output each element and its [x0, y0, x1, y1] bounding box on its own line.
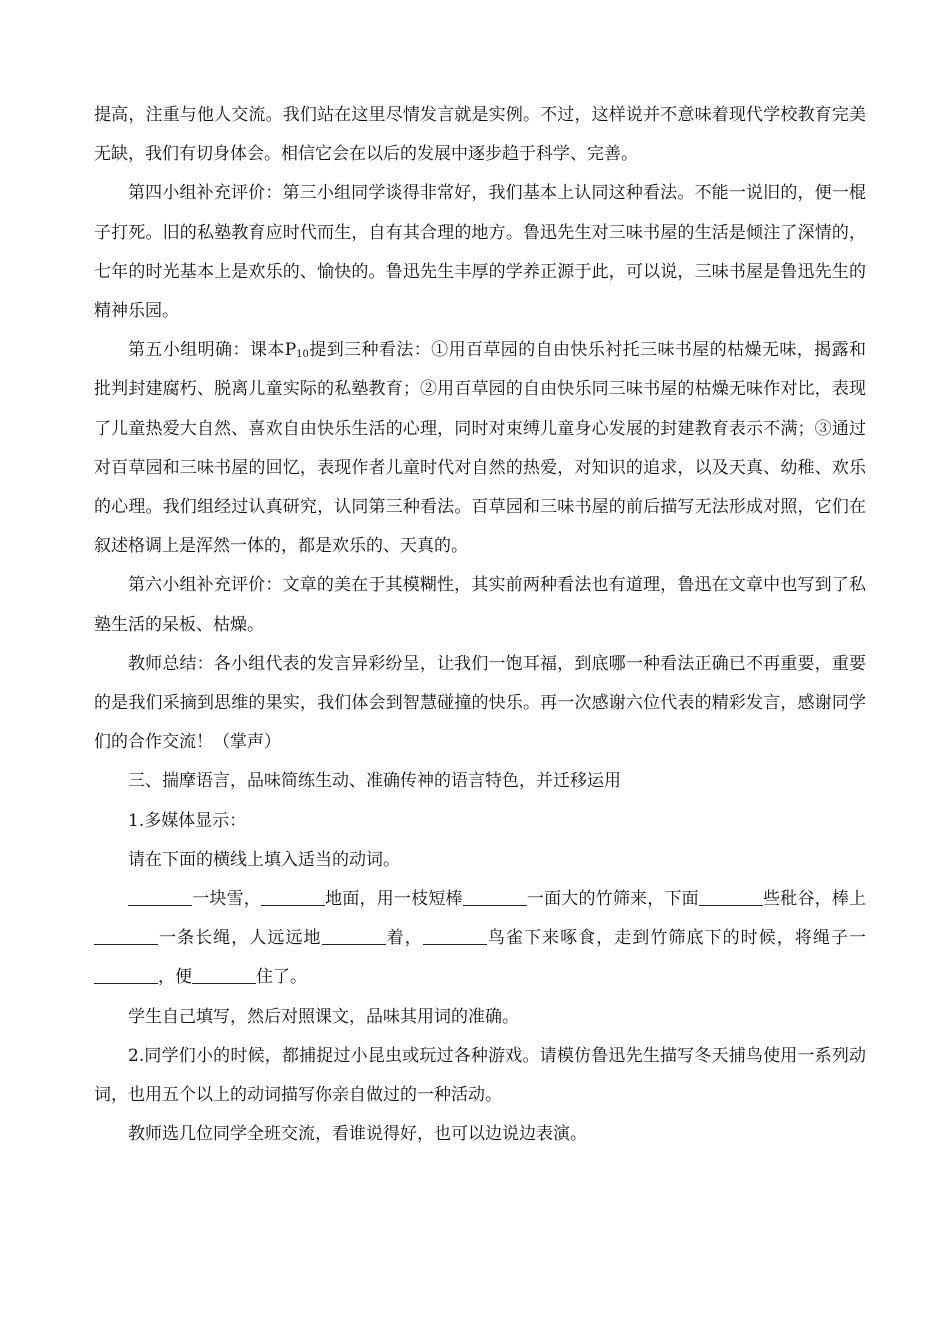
item-multimedia-display: 1.多媒体显示：	[128, 810, 247, 831]
document-page	[94, 96, 866, 1154]
paragraph-group6-evaluation: 第六小组补充评价：文章的美在于其模糊性，其实前两种看法也有道理，鲁迅在文章中也写到了私塾生活的呆板、枯燥。	[94, 575, 866, 635]
fill-blank[interactable]	[423, 927, 487, 945]
paragraph-teacher-summary: 教师总结：各小组代表的发言异彩纷呈，让我们一饱耳福，到底哪一种看法正确已不再重要，重要的是我们采摘到思维的果实，我们体会到智慧碰撞的快乐。再一次感谢六位代表的精彩发言，感谢同学们的合作交流！（掌声）	[94, 653, 866, 753]
fill-segment: 一块雪，	[192, 889, 261, 910]
paragraph-continuation: 提高，注重与他人交流。我们站在这里尽情发言就是实例。不过，这样说并不意味着现代学校教育完美无缺，我们有切身体会。相信它会在以后的发展中逐步趋于科学、完善。	[94, 105, 866, 165]
fill-blank[interactable]	[128, 888, 192, 906]
fill-blank[interactable]	[261, 888, 325, 906]
fill-segment: ，便	[158, 967, 192, 988]
fill-in-exercise	[94, 880, 866, 998]
fill-blank[interactable]	[192, 966, 256, 984]
fill-blank[interactable]	[322, 927, 386, 945]
paragraph-group5-clarification	[94, 331, 866, 566]
fill-in-instruction: 请在下面的横线上填入适当的动词。	[128, 849, 400, 870]
fill-segment: 一条长绳，人远远地	[158, 928, 322, 949]
fill-segment: 鸟雀下来啄食，走到竹筛底下的时候，将绳子一	[486, 928, 867, 949]
fill-segment: 一面大的竹筛来，下面	[526, 889, 699, 910]
fill-blank[interactable]	[94, 927, 158, 945]
fill-segment: 着，	[385, 928, 423, 949]
fill-blank[interactable]	[699, 888, 763, 906]
fill-blank[interactable]	[94, 966, 158, 984]
paragraph-student-check: 学生自己填写，然后对照课文，品味其用词的准确。	[128, 1006, 519, 1027]
paragraph-group5-text-a: 第五小组明确：课本P	[128, 340, 297, 361]
paragraph-teacher-selection: 教师选几位同学全班交流，看谁说得好，也可以边说边表演。	[128, 1124, 587, 1145]
page-number-subscript: 10	[296, 349, 309, 361]
fill-blank[interactable]	[463, 888, 527, 906]
paragraph-group5-text-b: 提到三种看法：①用百草园的自由快乐衬托三味书屋的枯燥无味，揭露和批判封建腐朽、脱离儿童实际的私塾教育；②用百草园的自由快乐同三味书屋的枯燥无味作对比，表现了儿童热爱大自然、喜欢自由快乐生活的心理，同时对束缚儿童身心发展的封建教育表示不满；③通过对百草园和三味书屋的回忆，表现作者儿童时代对自然的热爱，对知识的追求，以及天真、幼稚、欢乐的心理。我们组经过认真研究，认同第三种看法。百草园和三味书屋的前后描写无法形成对照，它们在叙述格调上是浑然一体的，都是欢乐的、天真的。	[94, 340, 866, 557]
section-heading-language: 三、揣摩语言，品味简练生动、准确传神的语言特色，并迁移运用	[128, 771, 621, 792]
fill-segment: 住了。	[256, 967, 307, 988]
item-imitation-exercise: 2.同学们小的时候，都捕捉过小昆虫或玩过各种游戏。请模仿鲁迅先生描写冬天捕鸟使用一系列动词，也用五个以上的动词描写你亲自做过的一种活动。	[94, 1045, 866, 1106]
fill-segment: 些秕谷，棒上	[762, 889, 867, 910]
fill-segment: 地面，用一枝短棒	[324, 889, 463, 910]
paragraph-group4-evaluation: 第四小组补充评价：第三小组同学谈得非常好，我们基本上认同这种看法。不能一说旧的，便一棍子打死。旧的私塾教育应时代而生，自有其合理的地方。鲁迅先生对三味书屋的生活是倾注了深情的，七年的时光基本上是欢乐的、愉快的。鲁迅先生丰厚的学养正源于此，可以说，三味书屋是鲁迅先生的精神乐园。	[94, 183, 866, 322]
